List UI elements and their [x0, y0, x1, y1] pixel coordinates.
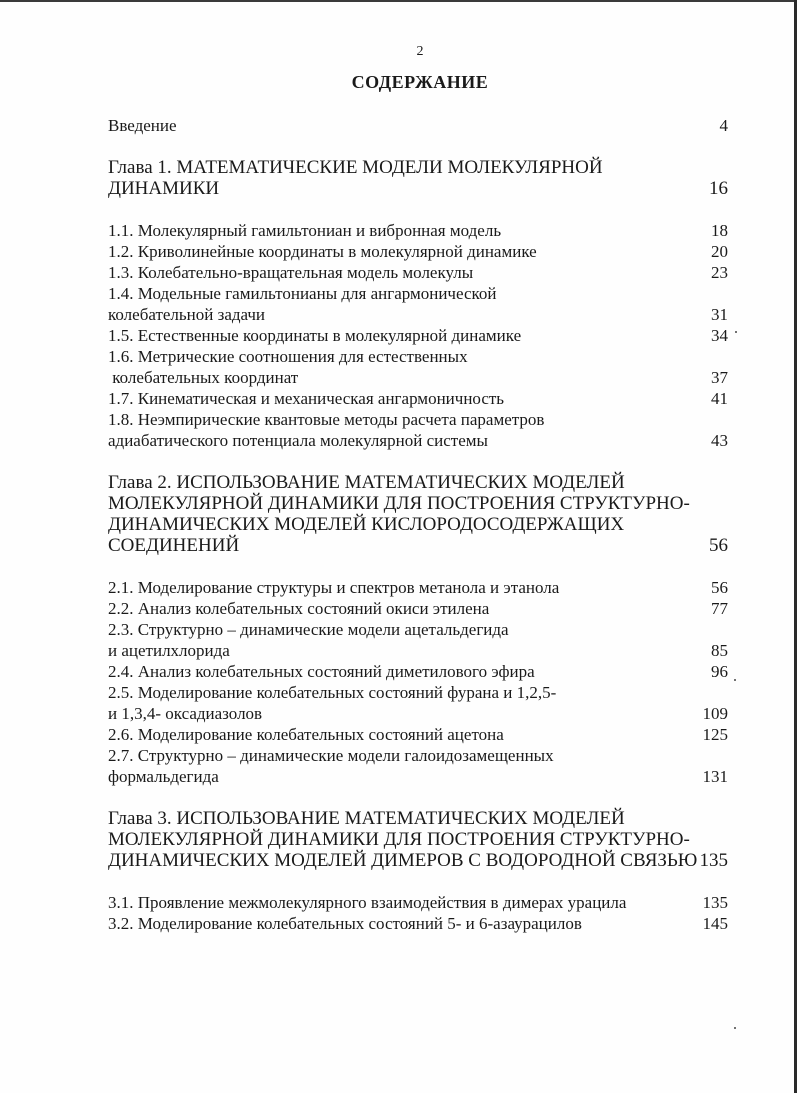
- toc-entry-title: Глава 3. ИСПОЛЬЗОВАНИЕ МАТЕМАТИЧЕСКИХ МОДЕЛЕЙ: [108, 808, 625, 829]
- toc-entry-title: 1.4. Модельные гамильтонианы для ангармонической: [108, 284, 497, 303]
- toc-entry-title: ДИНАМИЧЕСКИХ МОДЕЛЕЙ ДИМЕРОВ С ВОДОРОДНОЙ СВЯЗЬЮ: [108, 850, 698, 871]
- toc-entry-title: 1.6. Метрические соотношения для естественных: [108, 347, 468, 366]
- toc-entry-section-2-4[interactable]: [108, 661, 732, 682]
- toc-entry-title: и ацетилхлорида: [108, 641, 230, 660]
- toc-entry-title: Глава 2. ИСПОЛЬЗОВАНИЕ МАТЕМАТИЧЕСКИХ МОДЕЛЕЙ: [108, 472, 625, 493]
- toc-entry-title: 1.1. Молекулярный гамильтониан и вибронная модель: [108, 221, 502, 240]
- toc-entry-page: 85: [711, 641, 728, 660]
- toc-entry-section-2-2[interactable]: [108, 598, 732, 619]
- toc-entry-page: 41: [711, 389, 728, 408]
- page-title: СОДЕРЖАНИЕ: [351, 72, 489, 92]
- toc-entry-section-3-1[interactable]: [108, 892, 732, 913]
- toc-entry-section-1-3[interactable]: [108, 262, 732, 283]
- toc-entry-page: 145: [702, 914, 728, 933]
- toc-entry-page: 77: [711, 599, 728, 618]
- toc-entry-page: 4: [719, 116, 728, 135]
- toc-entry-page: 135: [699, 850, 728, 871]
- toc-entry-title: формальдегида: [108, 767, 219, 786]
- toc-entry-page: 20: [711, 242, 728, 261]
- toc-entry-introduction[interactable]: [108, 115, 732, 136]
- scan-speck: [735, 331, 737, 333]
- toc-entry-title: 1.3. Колебательно-вращательная модель молекулы: [108, 263, 474, 282]
- toc-entry-page: 96: [711, 662, 728, 681]
- scan-speck: [734, 679, 736, 681]
- toc-entry-page: 131: [702, 767, 728, 786]
- toc-entry-page: 125: [702, 725, 728, 744]
- toc-entry-section-2-7[interactable]: [108, 745, 732, 787]
- toc-entry-title: адиабатического потенциала молекулярной системы: [108, 431, 488, 450]
- toc-entry-title: 1.7. Кинематическая и механическая ангармоничность: [108, 389, 505, 408]
- toc-entry-page: 135: [702, 893, 728, 912]
- toc-entry-title: 1.2. Криволинейные координаты в молекулярной динамике: [108, 242, 537, 261]
- toc-entry-section-1-5[interactable]: [108, 325, 732, 346]
- toc-entry-title: Введение: [108, 116, 177, 135]
- toc-entry-page: 31: [711, 305, 728, 324]
- toc-entry-section-2-6[interactable]: [108, 724, 732, 745]
- toc-entry-title: 2.7. Структурно – динамические модели галоидозамещенных: [108, 746, 554, 765]
- toc-entry-section-1-1[interactable]: [108, 220, 732, 241]
- toc-entry-section-1-2[interactable]: [108, 241, 732, 262]
- toc-entry-section-1-4[interactable]: [108, 283, 732, 325]
- toc-entry-chapter-2[interactable]: [108, 472, 732, 556]
- toc-entry-title: СОЕДИНЕНИЙ: [108, 535, 240, 556]
- toc-entry-page: 34: [711, 326, 728, 345]
- toc-entry-chapter-1[interactable]: [108, 157, 732, 199]
- toc-entry-page: 43: [711, 431, 728, 450]
- toc-entry-title: 2.3. Структурно – динамические модели ацетальдегида: [108, 620, 509, 639]
- scan-edge-top: [0, 0, 797, 2]
- toc-entry-title: ДИНАМИКИ: [108, 178, 220, 199]
- toc-entry-title: колебательной задачи: [108, 305, 266, 324]
- toc-entry-title: 1.8. Неэмпирические квантовые методы расчета параметров: [108, 410, 545, 429]
- toc-entry-section-1-6[interactable]: [108, 346, 732, 388]
- toc-entry-section-2-1[interactable]: [108, 577, 732, 598]
- toc-entry-title: Глава 1. МАТЕМАТИЧЕСКИЕ МОДЕЛИ МОЛЕКУЛЯРНОЙ: [108, 157, 603, 178]
- toc-entry-page: 16: [709, 178, 728, 199]
- toc-entry-page: 37: [711, 368, 728, 387]
- toc-entry-title: колебательных координат: [108, 368, 299, 387]
- toc-entry-title: 3.1. Проявление межмолекулярного взаимодействия в димерах урацила: [108, 893, 627, 912]
- toc-entry-section-1-8[interactable]: [108, 409, 732, 451]
- toc-entry-title: МОЛЕКУЛЯРНОЙ ДИНАМИКИ ДЛЯ ПОСТРОЕНИЯ СТРУКТУРНО-: [108, 829, 690, 850]
- toc-entry-section-2-5[interactable]: [108, 682, 732, 724]
- toc-entry-title: 3.2. Моделирование колебательных состояний 5- и 6-азаурацилов: [108, 914, 582, 933]
- toc-entry-page: 56: [709, 535, 728, 556]
- toc-entry-title: ДИНАМИЧЕСКИХ МОДЕЛЕЙ КИСЛОРОДОСОДЕРЖАЩИХ: [108, 514, 625, 535]
- toc-entry-title: 2.2. Анализ колебательных состояний окиси этилена: [108, 599, 490, 618]
- toc-entry-page: 23: [711, 263, 728, 282]
- toc-entry-chapter-3[interactable]: [108, 808, 732, 871]
- toc-entry-section-1-7[interactable]: [108, 388, 732, 409]
- toc-entry-section-3-2[interactable]: [108, 913, 732, 934]
- toc-entry-title: 2.5. Моделирование колебательных состояний фурана и 1,2,5-: [108, 683, 557, 702]
- toc-entry-title: 1.5. Естественные координаты в молекулярной динамике: [108, 326, 522, 345]
- page-number: 2: [416, 44, 424, 59]
- toc-entry-page: 18: [711, 221, 728, 240]
- table-of-contents: [108, 112, 732, 934]
- scan-speck: [734, 1027, 736, 1029]
- toc-entry-page: 109: [702, 704, 728, 723]
- toc-entry-title: и 1,3,4- оксадиазолов: [108, 704, 263, 723]
- toc-entry-title: МОЛЕКУЛЯРНОЙ ДИНАМИКИ ДЛЯ ПОСТРОЕНИЯ СТРУКТУРНО-: [108, 493, 690, 514]
- toc-entry-title: 2.4. Анализ колебательных состояний диметилового эфира: [108, 662, 535, 681]
- toc-entry-page: 56: [711, 578, 728, 597]
- toc-entry-title: 2.1. Моделирование структуры и спектров метанола и этанола: [108, 578, 560, 597]
- toc-entry-title: 2.6. Моделирование колебательных состояний ацетона: [108, 725, 504, 744]
- toc-entry-section-2-3[interactable]: [108, 619, 732, 661]
